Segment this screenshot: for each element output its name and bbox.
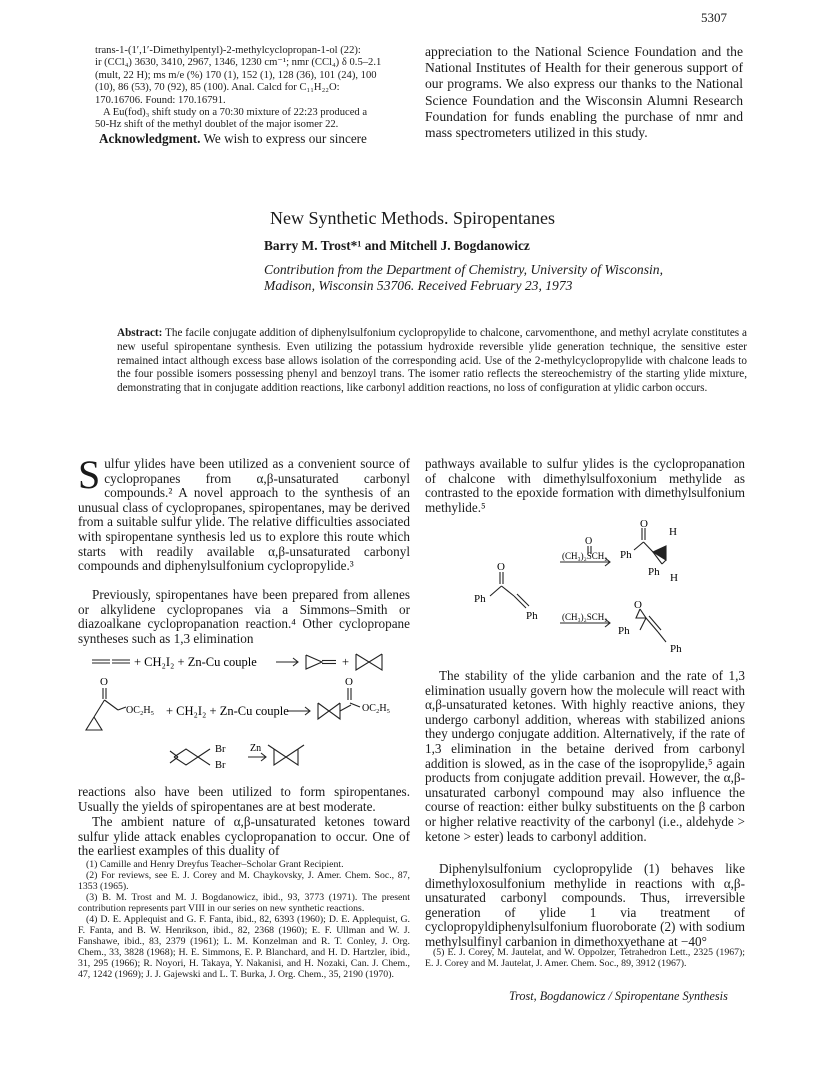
acknowledgment-text: We wish to express our sincere <box>203 131 367 146</box>
chalcone-ph-label: Ph <box>474 593 486 605</box>
reagent-sulfoxonium: (CH₃)₂SCH₂ <box>562 551 608 561</box>
eq2-oc2h5-label: OC₂H₅ <box>126 705 155 716</box>
product1-h-label: H <box>669 526 677 538</box>
eq2-product-o-label: O <box>345 676 353 688</box>
eq3-br-label: Br <box>215 760 226 771</box>
product2-ph-label: Ph <box>618 625 630 637</box>
product1-ph-label: Ph <box>620 549 632 561</box>
yield-paragraph: reactions also have been utilized to form spiropentanes. Usually the yields of spiropentanes are at best moderate. <box>78 784 410 814</box>
footnote: (4) D. E. Applequist and G. F. Fanta, ibid., 82, 6393 (1960); D. E. Applequist, G. F. Fanta, and B. W. Henrikson, ibid., 82, 2368 (1960); E. F. Ullman and W. J. Fanshawe, ibid., 83, 2379 (1961); L. M. Konzelman and R. T. Conley, J. Org. Chem., 33, 3828 (1968); H. E. Simmons, E. P. Blanchard, and H. D. Hartzler, ibid., 31, 295 (1966); R. Noyori, H. Takaya, Y. Nakanisi, and H. Nozaki, Can. J. Chem., 47, 1242 (1969); J. J. Gajewski and L. T. Burka, J. Org. Chem., 35, 2190 (1970). <box>78 914 410 980</box>
eq1-reagents: + CH₂I₂ + Zn-Cu couple <box>134 655 257 669</box>
abstract-label: Abstract: <box>117 327 163 339</box>
chalcone-ph-label: Ph <box>526 610 538 622</box>
page-number: 5307 <box>701 10 727 25</box>
eu-shift-line: A Eu(fod)₃ shift study on a 70:30 mixture of 22:23 produced a <box>103 107 368 119</box>
acknowledgment-label: Acknowledgment. <box>99 131 201 146</box>
previous-work-paragraph: Previously, spiropentanes have been prepared from allenes or alkylidene cyclopropanes via a Simmons–Smith or diazoalkane cyclopropanation reaction.⁴ Other cyclopropane syntheses such as 1,3 elimination <box>78 587 410 646</box>
eq1-plus: + <box>342 655 350 669</box>
compound-line: trans-1-(1′,1′-Dimethylpentyl)-2-methylcyclopropan-1-ol (22): <box>95 45 361 56</box>
eq2-o-label: O <box>100 676 108 688</box>
compound-line: (mult, 22 H); ms m/e (%) 170 (1), 152 (1), 128 (36), 101 (24), 100 <box>95 69 377 81</box>
stability-paragraph: The stability of the ylide carbanion and the rate of 1,3 elimination usually govern how the molecule will react with α,β-unsaturated ketones. With highly reactive anions, they undergo carbonyl addition, whereas with stabilized anions they undergo conjugate addition. Alternatively, if the rate of 1,3 elimination in the betaine derived from carbonyl addition is slowed, as in the case of the isopropylide,⁵ again products from conjugate addition prevail. However, the α,β-unsaturated carbonyl compound may also influence the course of reaction: either bulky substituents on the β carbon or higher relative reactivity of the carbonyl (i.e., aldehyde > ketone > ester) leads to carbonyl addition. <box>425 668 745 844</box>
footnotes-left <box>78 859 410 980</box>
running-footer: Trost, Bogdanowicz / Spiropentane Synthesis <box>509 989 728 1003</box>
compound-line: (10), 86 (53), 70 (92), 85 (100). Anal. Calcd for C₁₁H₂₂O: <box>95 82 340 94</box>
article-authors: Barry M. Trost*¹ and Mitchell J. Bogdanowicz <box>264 238 530 253</box>
chalcone-o-label: O <box>497 561 505 573</box>
acknowledgment <box>95 132 415 147</box>
footnote: (3) B. M. Trost and M. J. Bogdanowicz, ibid., 93, 3773 (1971). The present contribution represents part VIII in our series on new synthetic reactions. <box>78 892 410 914</box>
ambient-paragraph: The ambient nature of α,β-unsaturated ketones toward sulfur ylide attack enables cyclopropanation to occur. One of the earliest examples of this duality of <box>78 814 410 859</box>
reagent-sulfonium: (CH₃)₂SCH₂ <box>562 612 608 622</box>
footnote: (1) Camille and Henry Dreyfus Teacher–Scholar Grant Recipient. <box>86 859 344 870</box>
affiliation-line: Contribution from the Department of Chemistry, University of Wisconsin, <box>264 262 663 277</box>
product1-ph-label: Ph <box>648 566 660 578</box>
footnote-5: (5) E. J. Corey, M. Jautelat, and W. Oppolzer, Tetrahedron Lett., 2325 (1967); E. J. Corey and M. Jautelat, J. Amer. Chem. Soc., 89, 3912 (1967). <box>425 947 745 969</box>
article-title: New Synthetic Methods. Spiropentanes <box>270 208 555 228</box>
eq2-product-oc2h5-label: OC₂H₅ <box>362 703 391 714</box>
drop-cap: S <box>78 452 101 497</box>
experimental-section <box>95 45 407 132</box>
product2-ph-label: Ph <box>670 643 682 655</box>
intro-text: ulfur ylides have been utilized as a convenient source of cyclopropanes from α,β-unsaturated carbonyl compounds.² A novel approach to the synthesis of an unusual class of cyclopropanes, spiropentanes, may be derived from a suitable sulfur ylide. The relative difficulties associated with spiropentane synthesis led us to explore this route which starts with readily available α,β-unsaturated carbonyl compounds and diphenylsulfonium cyclopropylide.³ <box>78 456 410 574</box>
eq3-zn-label: Zn <box>250 743 262 754</box>
footnote: (2) For reviews, see E. J. Corey and M. Chaykovsky, J. Amer. Chem. Soc., 87, 1353 (1965). <box>78 870 410 892</box>
sulfoxonium-o-label: O <box>585 536 593 547</box>
eq2-reagents: + CH₂I₂ + Zn-Cu couple <box>166 704 289 718</box>
chalcone-scheme <box>470 520 710 660</box>
compound-line: ir (CCl₄) 3630, 3410, 2967, 1346, 1230 cm⁻¹; nmr (CCl₄) δ 0.5–2.1 <box>95 57 382 69</box>
abstract-text: The facile conjugate addition of diphenylsulfonium cyclopropylide to chalcone, carvomenthone, and methyl acrylate constitutes a new useful spiropentane synthesis. Even utilizing the potassium hydroxide reversible ylide generation technique, the sensitive ester remained intact although excess base allows isolation of the corresponding acid. Use of the 2-methylcyclopropylide with chalcone leads to the four possible isomers possessing phenyl and benzoyl trans. The isomer ratio reflects the stereochemistry of the starting ylide mixture, demonstrating that in conjugate addition reactions, like carbonyl addition reactions, no loss of configuration at ylidic carbon occurs. <box>117 327 747 395</box>
product1-h-label: H <box>670 572 678 584</box>
affiliation-line: Madison, Wisconsin 53706. Received February 23, 1973 <box>264 278 573 293</box>
abstract <box>117 327 747 396</box>
cyclopropylide-paragraph: Diphenylsulfonium cyclopropylide (1) behaves like dimethyloxosulfonium methylide in reactions with α,β-unsaturated carbonyl compounds. Thus, irreversible generation of ylide 1 via treatment of cyclopropyldiphenylsulfonium fluoroborate (2) with sodium methylsulfinyl carbanion in dimethoxyethane at −40° <box>425 861 745 949</box>
eu-shift-line: 50-Hz shift of the methyl doublet of the major isomer 22. <box>95 119 339 131</box>
pathways-paragraph: pathways available to sulfur ylides is the cyclopropanation of chalcone with dimethylsulfoxonium methylide as contrasted to the epoxide formation with dimethylsulfonium methylide.⁵ <box>425 456 745 515</box>
acknowledgment-continued: appreciation to the National Science Foundation and the National Institutes of Health for their generous support of our programs. We also express our thanks to the National Science Foundation and the Wisconsin Alumni Research Foundation for funds enabling the purchase of nmr and mass spectrometers utilized in this study. <box>425 44 743 141</box>
eq3-br-label: Br <box>215 744 226 755</box>
product2-o-label: O <box>634 599 642 611</box>
compound-line: 170.16706. Found: 170.16791. <box>95 94 226 106</box>
spiropentane-scheme <box>78 645 410 780</box>
intro-paragraph <box>78 452 410 574</box>
product1-o-label: O <box>640 520 648 530</box>
